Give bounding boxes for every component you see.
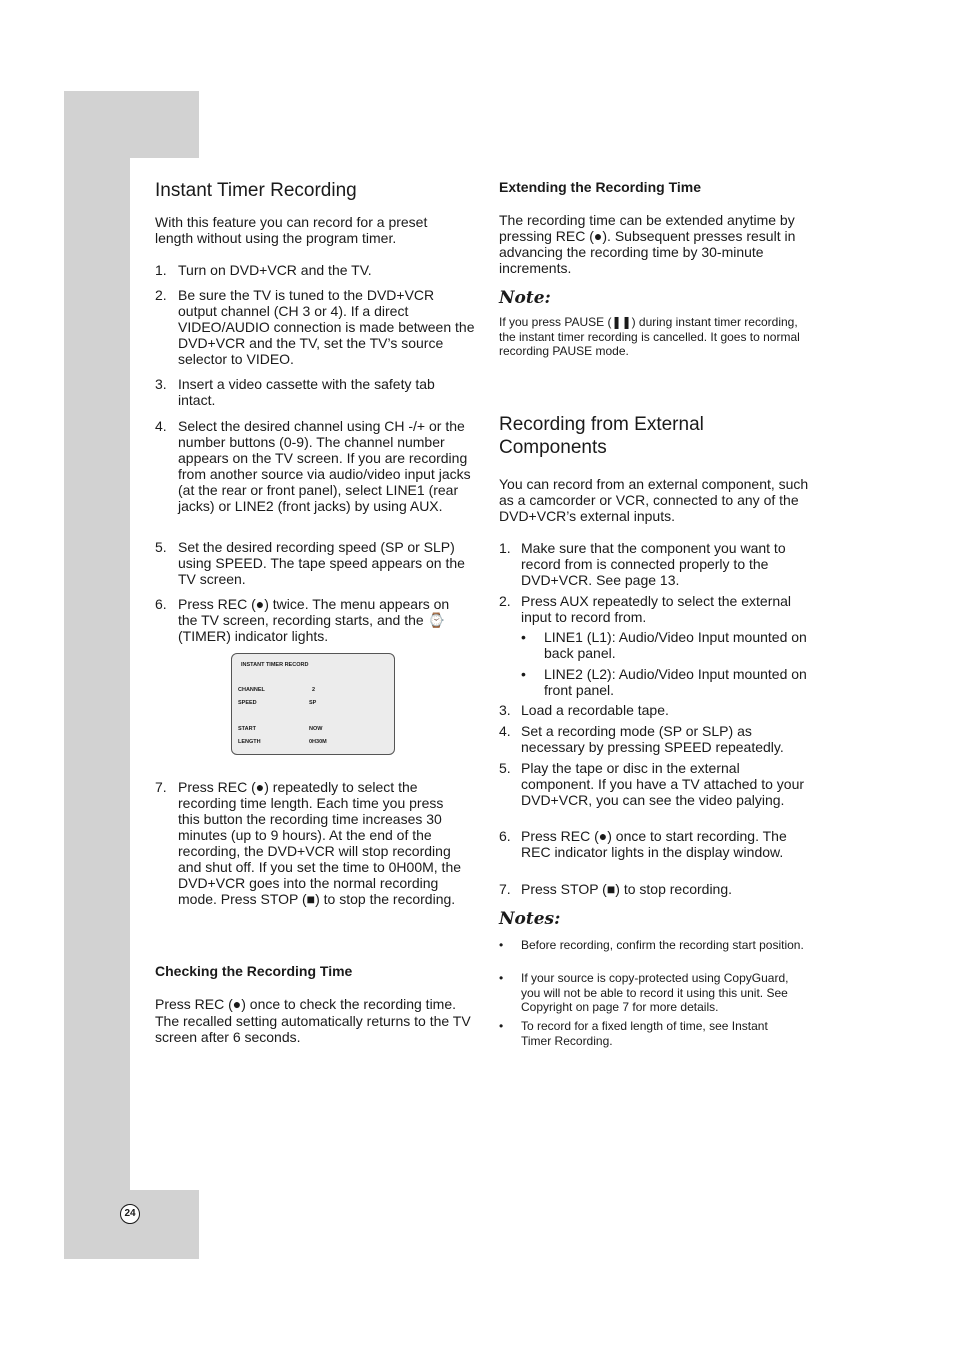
notes-heading: Notes: (499, 909, 561, 929)
section-title-instant-timer: Instant Timer Recording (155, 180, 357, 201)
instant-timer-record-screen (231, 653, 395, 755)
page-number: 24 (120, 1204, 140, 1224)
osd-start-value: NOW (309, 726, 323, 732)
instant-timer-intro: With this feature you can record for a preset length without using the program timer. (155, 214, 428, 246)
osd-start-label: START (238, 726, 256, 732)
page-margin-band-bottom (64, 1190, 199, 1259)
external-intro: You can record from an external component, such as a camcorder or VCR, connected to any of the DVD+VCR’s external inputs. (499, 476, 809, 524)
osd-length-label: LENGTH (238, 739, 261, 745)
extending-recording-time-text: The recording time can be extended anytime by pressing REC (●). Subsequent presses result in advancing the recording time by 30-minute increments. (499, 212, 796, 276)
note-text: If you press PAUSE (❚❚) during instant timer recording, the instant timer recording is cancelled. It goes to normal recording PAUSE mode. (499, 315, 800, 358)
osd-channel-value: 2 (312, 687, 316, 693)
page-margin-band-top (64, 91, 199, 158)
osd-channel-label: CHANNEL (238, 687, 265, 693)
note-heading: Note: (499, 288, 551, 308)
page-margin-band (64, 158, 130, 1190)
checking-recording-time-heading: Checking the Recording Time (155, 963, 353, 979)
extending-recording-time-heading: Extending the Recording Time (499, 179, 701, 195)
osd-speed-value: SP (309, 700, 317, 706)
section-title-external-line1: Recording from External (499, 414, 704, 435)
osd-length-value: 0H30M (309, 739, 327, 745)
checking-recording-time-text: Press REC (●) once to check the recording time. The recalled setting automatically returns to the TV screen after 6 seconds. (155, 996, 471, 1045)
section-title-external-line2: Components (499, 437, 607, 458)
osd-title: INSTANT TIMER RECORD (241, 662, 309, 668)
osd-speed-label: SPEED (238, 700, 257, 706)
